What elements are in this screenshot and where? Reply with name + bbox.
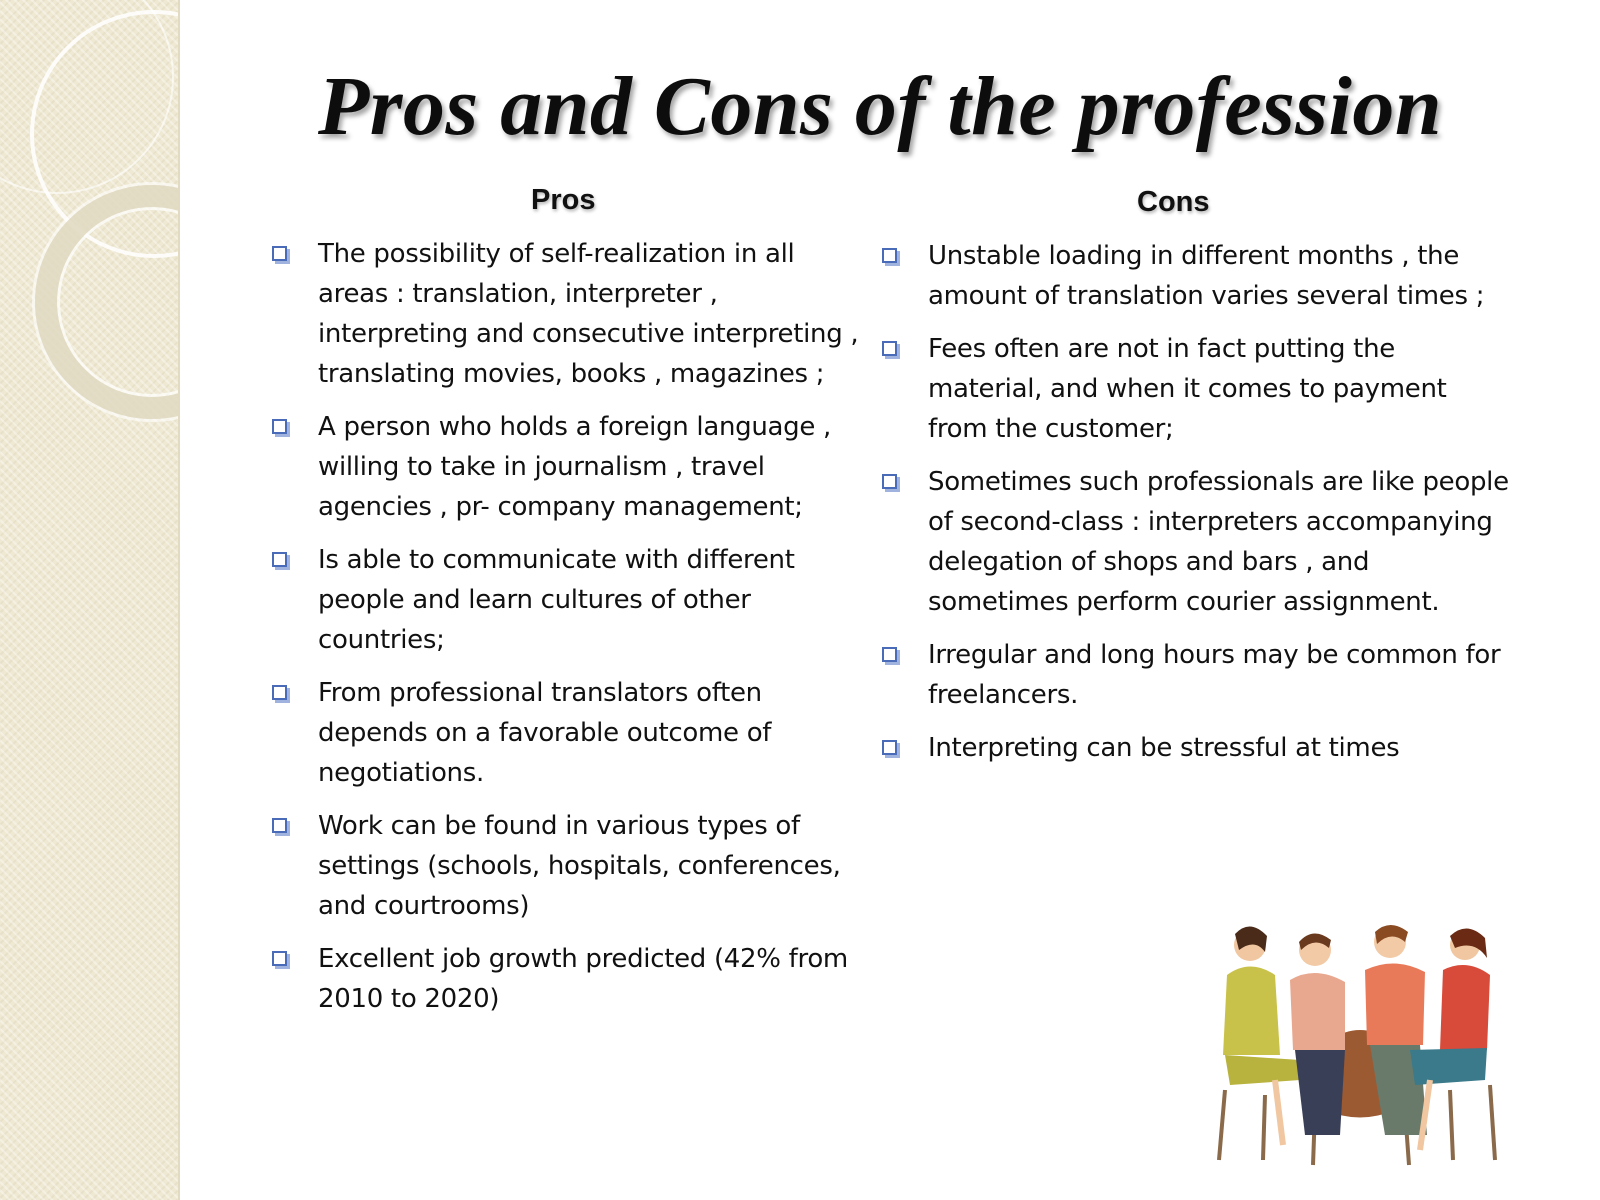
square-bullet-icon [882, 647, 897, 662]
cons-heading: Cons [1137, 186, 1210, 218]
pros-list [270, 234, 870, 1032]
list-item-text: Is able to communicate with different people and learn cultures of other countries; [318, 545, 795, 655]
list-item [270, 540, 870, 660]
square-bullet-icon [882, 341, 897, 356]
list-item-text: A person who holds a foreign language , willing to take in journalism , travel agencies , pr- company management; [318, 412, 831, 522]
list-item [270, 806, 870, 926]
list-item [270, 939, 870, 1019]
list-item-text: Excellent job growth predicted (42% from 2010 to 2020) [318, 944, 848, 1014]
list-item-text: Interpreting can be stressful at times [928, 733, 1400, 763]
list-item [880, 462, 1510, 622]
list-item [880, 728, 1510, 768]
list-item [270, 673, 870, 793]
decorative-ring [35, 185, 180, 419]
slide-title: Pros and Cons of the profession [318, 60, 1443, 153]
list-item-text: The possibility of self-realization in all areas : translation, interpreter , interpreting and consecutive interpreting , translating movies, books , magazines ; [318, 239, 859, 389]
list-item [270, 234, 870, 394]
list-item [880, 329, 1510, 449]
square-bullet-icon [272, 246, 287, 261]
square-bullet-icon [272, 685, 287, 700]
pros-heading: Pros [531, 184, 596, 216]
list-item [880, 236, 1510, 316]
list-item-text: Work can be found in various types of settings (schools, hospitals, conferences, and courtrooms) [318, 811, 841, 921]
list-item-text: Fees often are not in fact putting the material, and when it comes to payment from the customer; [928, 334, 1447, 444]
list-item-text: Unstable loading in different months , the amount of translation varies several times ; [928, 241, 1485, 311]
square-bullet-icon [272, 552, 287, 567]
square-bullet-icon [272, 818, 287, 833]
list-item [270, 407, 870, 527]
list-item-text: Sometimes such professionals are like people of second-class : interpreters accompanying delegation of shops and bars , and sometimes perform courier assignment. [928, 467, 1509, 617]
list-item [880, 635, 1510, 715]
list-item-text: From professional translators often depends on a favorable outcome of negotiations. [318, 678, 772, 788]
list-item-text: Irregular and long hours may be common for freelancers. [928, 640, 1501, 710]
cons-list [880, 236, 1510, 781]
people-conversation-illustration [1205, 920, 1515, 1170]
square-bullet-icon [272, 951, 287, 966]
square-bullet-icon [272, 419, 287, 434]
decorative-side-band [0, 0, 180, 1200]
square-bullet-icon [882, 248, 897, 263]
square-bullet-icon [882, 474, 897, 489]
square-bullet-icon [882, 740, 897, 755]
